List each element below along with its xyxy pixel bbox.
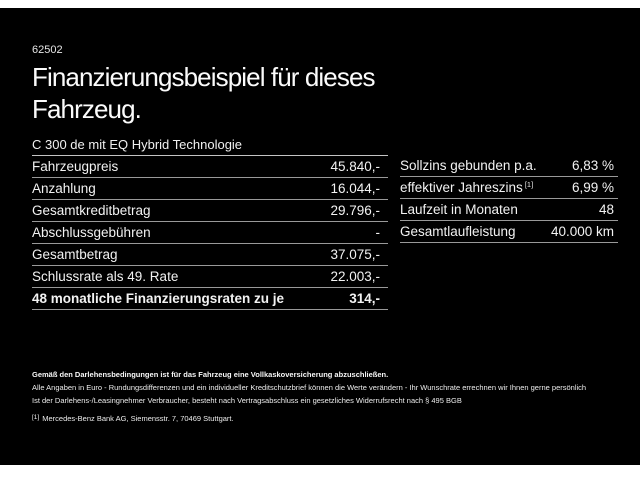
finance-table [32,155,388,310]
page-title [32,61,592,125]
row-value: 314,- [349,291,380,306]
row-value: 40.000 km [550,224,614,239]
doc-number: 62502 [32,44,63,56]
table-row-monatsrate [32,288,388,310]
conditions-table [400,155,618,243]
footnote-ref-marker: [1] [524,179,534,189]
row-value: 6,99 % [571,180,614,195]
footnote-bank [32,411,618,425]
row-label: effektiver Jahreszins [1] [400,179,534,195]
disclaimer-line1: Alle Angaben in Euro - Rundungsdifferenzen und ein individueller Kreditschutzbrief können die Werte verändern - Ihr Wunschrate errechnen wir Ihnen gerne persönlich [32,383,587,392]
table-row-abschlussgebuehren [32,222,388,244]
row-value: - [375,225,380,240]
table-row-sollzins [400,155,618,177]
table-row-anzahlung [32,178,388,200]
footnote-text: Mercedes-Benz Bank AG, Siemensstr. 7, 70469 Stuttgart. [42,414,234,423]
row-label: Anzahlung [32,181,96,196]
table-row-gesamtbetrag [32,244,388,266]
row-label: Fahrzeugpreis [32,159,119,174]
footnote-marker: [1] [32,414,40,421]
table-row-fahrzeugpreis [32,156,388,178]
row-label: Abschlussgebühren [32,225,151,240]
table-row-schlussrate [32,266,388,288]
vehicle-subtitle: C 300 de mit EQ Hybrid Technologie [32,137,243,152]
disclaimer-line2: Ist der Darlehens-/Leasingnehmer Verbraucher, besteht nach Vertragsabschluss ein gesetzliches Widerrufsrecht nach § 495 BGB [32,396,462,405]
row-value: 29.796,- [330,203,380,218]
row-value: 22.003,- [330,269,380,284]
table-row-laufzeit [400,199,618,221]
table-row-gesamtlaufleistung [400,221,618,243]
row-label: 48 monatliche Finanzierungsraten zu je [32,291,285,306]
row-label: Gesamtkreditbetrag [32,203,151,218]
row-label: Gesamtlaufleistung [400,224,516,239]
table-row-effektiver-jahreszins [400,177,618,199]
row-label: Gesamtbetrag [32,247,118,262]
row-value: 16.044,- [330,181,380,196]
row-label: Sollzins gebunden p.a. [400,158,537,173]
row-value: 37.075,- [330,247,380,262]
row-label: Laufzeit in Monaten [400,202,518,217]
row-value: 6,83 % [571,158,614,173]
page-title-line2: Fahrzeug. [32,94,141,124]
row-value: 45.840,- [330,159,380,174]
footer-disclaimer [32,368,618,425]
disclaimer-bold-note: Gemäß den Darlehensbedingungen ist für das Fahrzeug eine Vollkaskoversicherung abzuschließen. [32,370,389,379]
row-label: Schlussrate als 49. Rate [32,269,179,284]
table-row-gesamtkreditbetrag [32,200,388,222]
row-value: 48 [598,202,614,217]
page-title-line1: Finanzierungsbeispiel für dieses [32,62,375,92]
content-area [0,8,640,465]
